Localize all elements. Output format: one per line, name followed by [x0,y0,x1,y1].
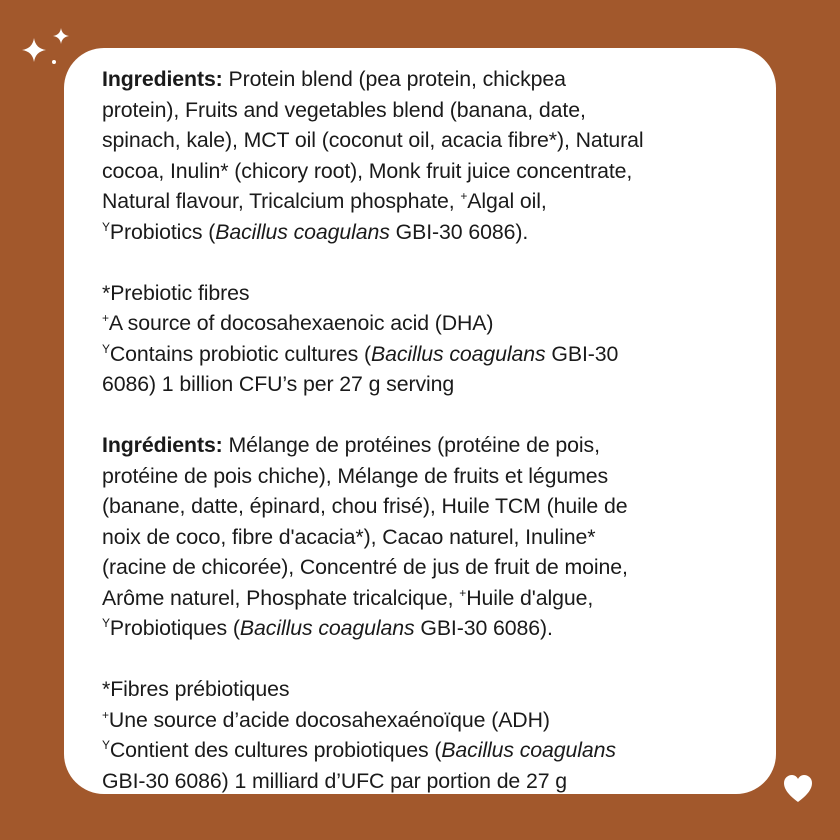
y-mark: Y [102,341,110,356]
ingredients-line: Ingrédients: Mélange de protéines (protéine de pois, [102,433,600,457]
plus-mark: + [459,585,467,600]
ingredients-line: spinach, kale), MCT oil (coconut oil, acacia fibre*), Natural [102,128,644,152]
french-notes [102,674,756,796]
english-notes [102,278,756,400]
note-line: $^Y$Contains probiotic cultures (Bacillus coagulans GBI-30 [102,341,619,366]
ingredients-line: Natural flavour, Tricalcium phosphate, +Algal oil, [102,189,547,213]
ingredients-line: Arôme naturel, Phosphate tricalcique, +Huile d'algue, [102,585,594,610]
plus-mark: + [102,311,109,325]
y-mark: Y [102,738,110,752]
note-line: 6086) 1 billion CFU’s per 27 g serving [102,372,455,396]
heart-icon [780,772,816,806]
english-ingredients [102,64,756,247]
plus-mark: + [460,189,468,203]
y-mark: Y [102,219,110,234]
note-line: *Fibres prébiotiques [102,677,290,701]
ingredients-label: Ingrédients: [102,433,223,457]
ingredients-line: $^Y$Probiotiques (Bacillus coagulans GBI-30 6086). [102,616,553,640]
note-line: GBI-30 6086) 1 milliard d’UFC par portion de 27 g [102,768,568,793]
ingredients-line: noix de coco, fibre d'acacia*), Cacao naturel, Inuline* [102,524,596,549]
ingredients-line: (banane, datte, épinard, chou frisé), Huile TCM (huile de [102,494,628,518]
ingredients-line: cocoa, Inulin* (chicory root), Monk fruit juice concentrate, [102,158,633,183]
note-line: *Prebiotic fibres [102,280,250,305]
ingredients-line: protéine de pois chiche), Mélange de fruits et légumes [102,463,609,488]
french-ingredients [102,430,756,644]
ingredients-line: $^Y$Probiotics (Bacillus coagulans GBI-30 6086). [102,219,529,244]
note-line: +Une source d’acide docosahexaénoïque (ADH) [102,707,550,732]
ingredients-label: Ingredients: [102,67,223,91]
note-line: $^Y$Contient des cultures probiotiques (Bacillus coagulans [102,738,616,762]
plus-mark: + [102,707,109,722]
ingredients-line: (racine de chicorée), Concentré de jus de fruit de moine, [102,555,628,579]
ingredients-card [64,48,776,794]
ingredients-line: protein), Fruits and vegetables blend (banana, date, [102,97,586,122]
y-mark: Y [102,616,110,630]
ingredients-line: Ingredients: Protein blend (pea protein, chickpea [102,67,566,91]
note-line: +A source of docosahexaenoic acid (DHA) [102,311,494,335]
